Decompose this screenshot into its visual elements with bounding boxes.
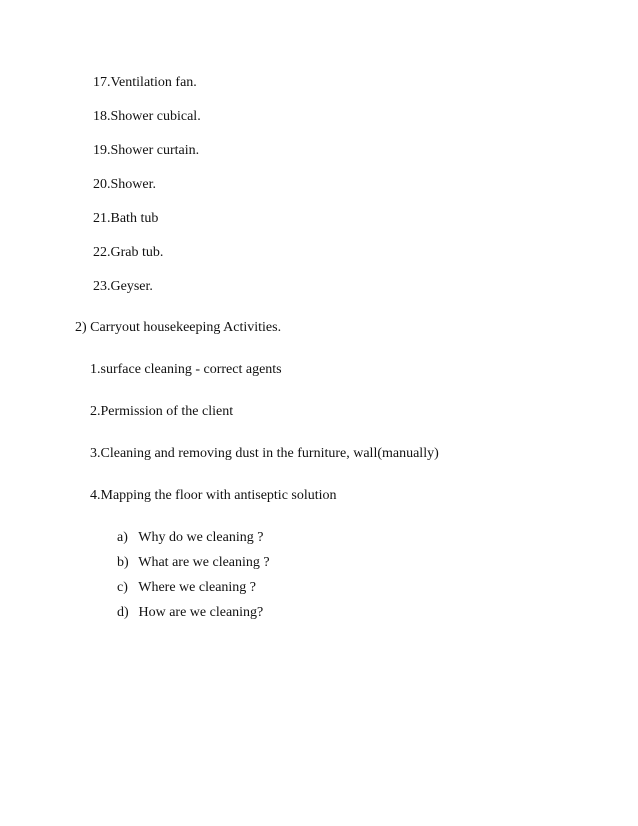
question-item [117, 604, 263, 622]
list-item: 21.Bath tub [93, 211, 159, 226]
question-item [117, 529, 263, 547]
list-item: 19.Shower curtain. [93, 143, 200, 158]
list-item: 18.Shower cubical. [93, 109, 201, 124]
question-text: Where we cleaning ? [138, 580, 257, 595]
question-text: How are we cleaning? [138, 605, 264, 620]
step-item: 1.surface cleaning - correct agents [90, 362, 282, 377]
list-item: 22.Grab tub. [93, 245, 164, 260]
question-item [117, 579, 256, 597]
question-item [117, 554, 270, 572]
question-text: Why do we cleaning ? [138, 530, 264, 545]
question-marker: a) [117, 530, 128, 545]
list-item: 17.Ventilation fan. [93, 75, 197, 90]
list-item: 23.Geyser. [93, 279, 153, 294]
section-heading: 2) Carryout housekeeping Activities. [75, 320, 282, 335]
question-text: What are we cleaning ? [138, 555, 270, 570]
list-item: 20.Shower. [93, 177, 156, 192]
question-marker: c) [117, 580, 128, 595]
step-item: 2.Permission of the client [90, 404, 234, 419]
question-marker: b) [117, 555, 129, 570]
step-item: 3.Cleaning and removing dust in the furniture, wall(manually) [90, 446, 439, 461]
step-item: 4.Mapping the floor with antiseptic solution [90, 488, 337, 503]
question-marker: d) [117, 605, 129, 620]
